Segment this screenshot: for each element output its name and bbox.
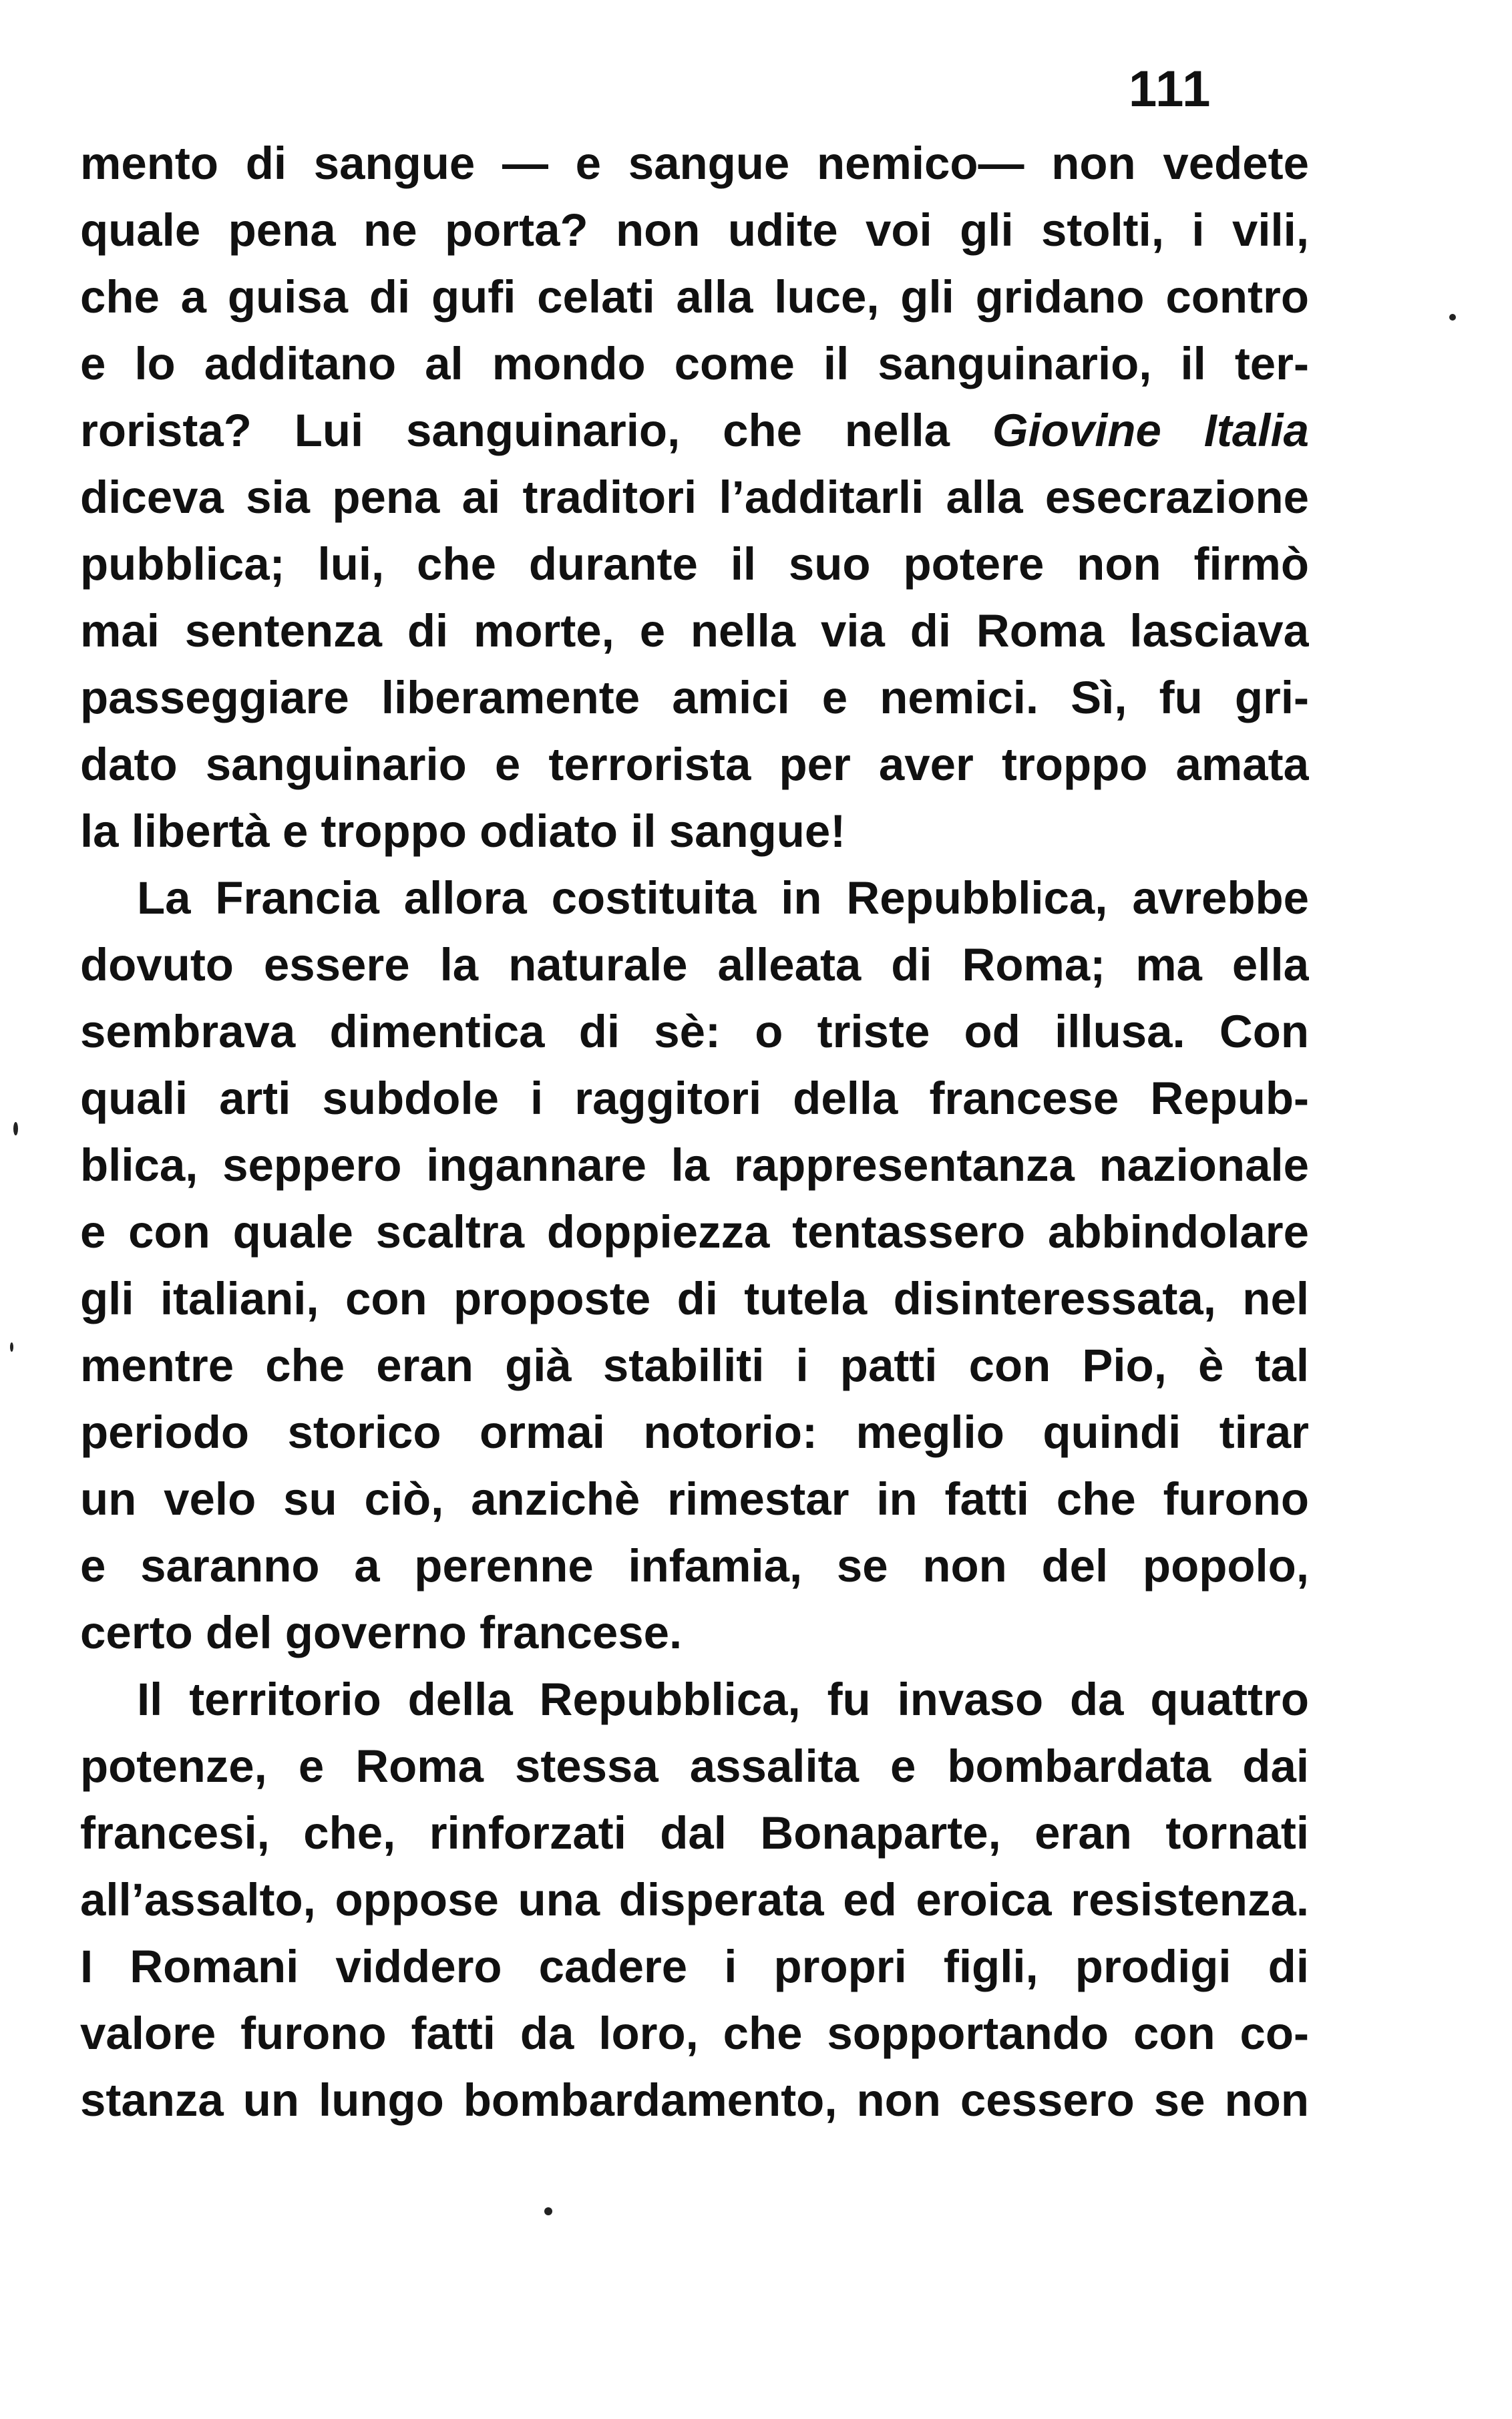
text-line: periodo storico ormai notorio: meglio quindi tirar xyxy=(80,1407,1309,1458)
text-line: diceva sia pena ai traditori l’additarli alla esecrazione xyxy=(80,472,1309,523)
text-line: Il territorio della Repubblica, fu invaso da quattro xyxy=(137,1674,1309,1725)
text-line: all’assalto, oppose una disperata ed eroica resistenza. xyxy=(80,1874,1309,1925)
italic-title: Giovine Italia xyxy=(992,405,1309,456)
text-line: blica, seppero ingannare la rappresentanza nazionale xyxy=(80,1139,1309,1191)
body-text xyxy=(80,130,1309,2134)
text-line: un velo su ciò, anzichè rimestar in fatti che furono xyxy=(80,1473,1309,1525)
text-line: e saranno a perenne infamia, se non del popolo, xyxy=(80,1540,1309,1592)
text-line: francesi, che, rinforzati dal Bonaparte, eran tornati xyxy=(80,1807,1309,1859)
text-line: stanza un lungo bombardamento, non cessero se non xyxy=(80,2074,1309,2126)
text-line: certo del governo francese. xyxy=(80,1607,683,1658)
text-line: valore furono fatti da loro, che sopportando con co- xyxy=(80,2008,1309,2059)
ink-speck xyxy=(1449,314,1456,321)
text-line: dovuto essere la naturale alleata di Roma; ma ella xyxy=(80,939,1309,990)
text-line: mentre che eran già stabiliti i patti con Pio, è tal xyxy=(80,1340,1309,1391)
text-line: mento di sangue — e sangue nemico— non vedete xyxy=(80,138,1309,189)
text-line: I Romani viddero cadere i propri figli, prodigi di xyxy=(80,1941,1309,1992)
text-line: la libertà e troppo odiato il sangue! xyxy=(80,805,846,857)
ink-speck xyxy=(544,2207,552,2215)
text-line: e con quale scaltra doppiezza tentassero abbindolare xyxy=(80,1206,1309,1258)
text-line: dato sanguinario e terrorista per aver troppo amata xyxy=(80,739,1309,790)
text-line: mai sentenza di morte, e nella via di Roma lasciava xyxy=(80,605,1309,657)
page-number: 111 xyxy=(1129,61,1212,118)
text-line: quale pena ne porta? non udite voi gli stolti, i vili, xyxy=(80,204,1309,256)
text-line: pubblica; lui, che durante il suo potere non firmò xyxy=(80,538,1309,590)
text-line: sembrava dimentica di sè: o triste od illusa. Con xyxy=(80,1006,1309,1057)
text-line: quali arti subdole i raggitori della francese Repub- xyxy=(80,1073,1309,1124)
ink-speck xyxy=(13,1122,18,1135)
ink-speck xyxy=(10,1342,13,1352)
text-line: passeggiare liberamente amici e nemici. Sì, fu gri- xyxy=(80,672,1309,723)
text-line: potenze, e Roma stessa assalita e bombardata dai xyxy=(80,1740,1309,1792)
text-line xyxy=(80,397,1309,464)
text-line: La Francia allora costituita in Repubblica, avrebbe xyxy=(137,872,1309,924)
text-line: che a guisa di gufi celati alla luce, gli gridano contro xyxy=(80,271,1309,323)
text-segment: rorista? Lui sanguinario, che nella xyxy=(80,405,992,456)
text-line: e lo additano al mondo come il sanguinario, il ter- xyxy=(80,338,1309,389)
text-line: gli italiani, con proposte di tutela disinteressata, nel xyxy=(80,1273,1309,1324)
